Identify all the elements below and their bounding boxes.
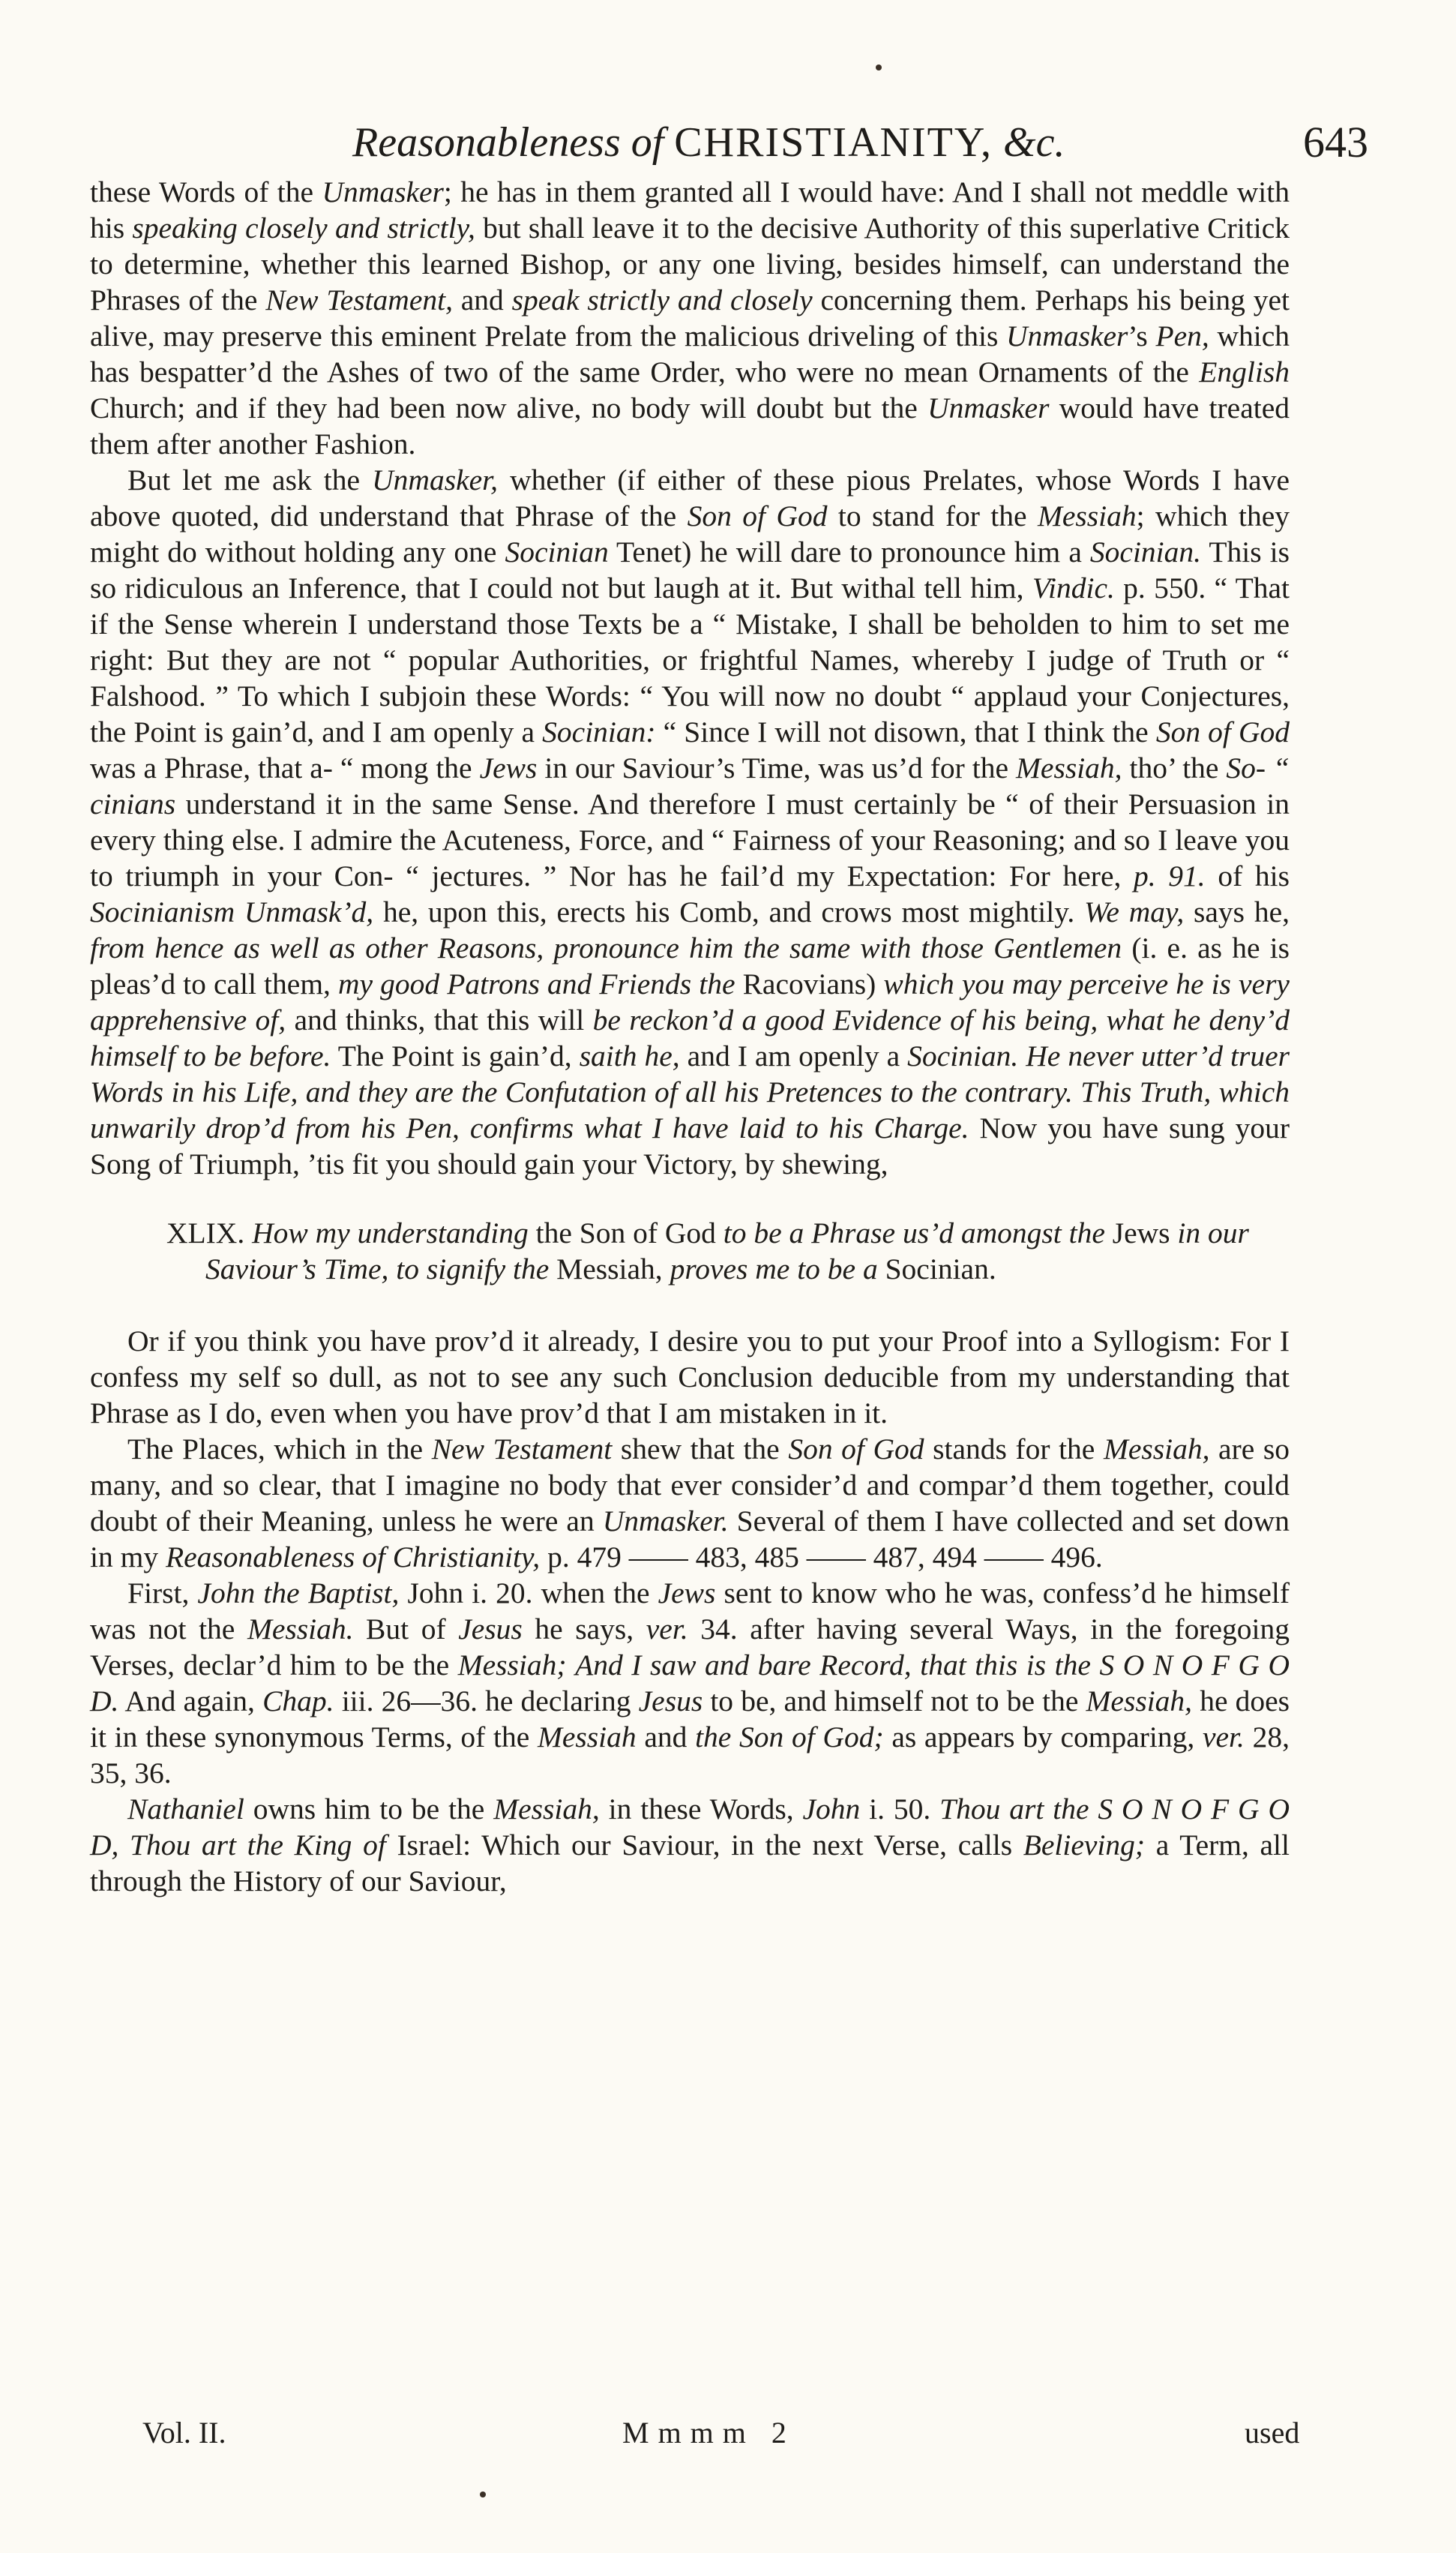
text-run: Racovians) bbox=[735, 968, 884, 1000]
italic-text: John the Baptist, bbox=[197, 1576, 400, 1610]
italic-text: Messiah bbox=[537, 1720, 637, 1754]
text-run: Now you have sung your Song of Triumph, ’tis fit you should gain your Victory, by shewing, bbox=[90, 1112, 1290, 1180]
text-run: would have treated them after another Fashion. bbox=[90, 392, 1290, 460]
italic-text: Socinianism Unmask’d, bbox=[90, 896, 374, 928]
italic-text: Messiah, bbox=[1103, 1432, 1210, 1466]
paragraph bbox=[90, 1791, 1290, 1899]
italic-text: Unmasker. bbox=[602, 1504, 729, 1538]
text-run: he, upon this, erects his Comb, and crows most mightily. bbox=[373, 896, 1085, 928]
italic-text: Chap. bbox=[262, 1684, 334, 1718]
italic-text: Jews bbox=[658, 1576, 716, 1610]
text-run: are so many, and so clear, that I imagine no body that ever consider’d and compar’d them together, could doubt of their Meaning, unless he were an bbox=[90, 1432, 1290, 1538]
italic-text: proves me to be a bbox=[670, 1252, 878, 1286]
text-run: Tenet) he will dare to pronounce him a bbox=[608, 536, 1090, 568]
text-run: was a Phrase, that a- “ mong the bbox=[90, 752, 480, 784]
paragraph bbox=[90, 174, 1290, 462]
text-run: and I am openly a bbox=[679, 1040, 908, 1072]
text-run: and thinks, that this will bbox=[286, 1004, 593, 1036]
italic-text: Son of God bbox=[687, 500, 828, 532]
italic-text: Socinian: bbox=[542, 716, 656, 748]
text-run bbox=[567, 1648, 576, 1682]
italic-text: Jesus bbox=[458, 1612, 523, 1646]
text-run: ; which they might do without holding any one bbox=[90, 500, 1290, 568]
text-run: 28, 35, 36. bbox=[90, 1720, 1290, 1790]
italic-text: which you may perceive he is very apprehensive of, bbox=[90, 968, 1290, 1036]
text-run: owns him to be the bbox=[244, 1792, 494, 1826]
text-run: and bbox=[452, 284, 512, 316]
text-run: tho’ the bbox=[1122, 752, 1227, 784]
text-run: And again, bbox=[118, 1684, 263, 1718]
italic-text: Unmasker bbox=[1006, 320, 1128, 352]
text-run: This is so ridiculous an Inference, that I could not but laugh at it. But withal tell him, bbox=[90, 536, 1290, 604]
proposition-paragraph bbox=[166, 1215, 1290, 1287]
italic-text: Thou art the S O N O F G O D, Thou art the King of bbox=[90, 1792, 1290, 1862]
text-run bbox=[1018, 1040, 1026, 1072]
italic-text: Son of God bbox=[1155, 716, 1290, 748]
text-run: he does it in these synonymous Terms, of the bbox=[90, 1684, 1290, 1754]
text-run: which has bespatter’d the Ashes of two of the same Order, who were no mean Ornaments of the bbox=[90, 320, 1290, 388]
text-run: But of bbox=[353, 1612, 459, 1646]
italic-text: ver. bbox=[646, 1612, 688, 1646]
text-run: understand it in the same Sense. And therefore I must certainly be “ of their Persuasion in every thing else. I admire the Acuteness, Force, and “ Fairness of your Reasoning; and so I leave you to triumph in your Con- “ jectures. ” Nor has he fail’d my Expectation: For here, bbox=[90, 788, 1290, 892]
text-run: concerning them. Perhaps his being yet alive, may preserve this eminent Prelate from the malicious driveling of this bbox=[90, 284, 1290, 352]
italic-text: Jesus bbox=[638, 1684, 703, 1718]
italic-text: the Son of God; bbox=[695, 1720, 884, 1754]
italic-text: Messiah; bbox=[457, 1648, 567, 1682]
text-run: the Son of God bbox=[528, 1216, 724, 1250]
italic-text: saith he, bbox=[579, 1040, 680, 1072]
text-run: and bbox=[636, 1720, 696, 1754]
italic-text: Messiah. bbox=[247, 1612, 354, 1646]
italic-text: Son of God bbox=[788, 1432, 924, 1466]
text-run: The Places, which in the bbox=[127, 1432, 432, 1466]
text-run: Messiah, bbox=[549, 1252, 670, 1286]
italic-text: He never utter’d truer Words in his Life, and they are the Confutation of all his Pretences to the contrary. This Truth, which unwarily drop’d from his Pen, confirms what I have laid to his Charge. bbox=[90, 1040, 1290, 1144]
text-run: ; he has in them granted all I would have: And I shall not meddle with his bbox=[90, 176, 1290, 244]
paper-speck bbox=[480, 2492, 486, 2498]
italic-text: Messiah bbox=[1038, 500, 1137, 532]
text-run: says he, bbox=[1184, 896, 1290, 928]
italic-text: Vindic. bbox=[1032, 572, 1115, 604]
text-run: a Term, all through the History of our Saviour, bbox=[90, 1828, 1290, 1898]
italic-text: Believing; bbox=[1023, 1828, 1146, 1862]
text-run: p. 479 —— 483, 485 —— 487, 494 —— 496. bbox=[540, 1540, 1103, 1574]
catchword: used bbox=[1245, 2416, 1300, 2450]
page-number: 643 bbox=[1303, 118, 1368, 166]
italic-text: Messiah, bbox=[1086, 1684, 1193, 1718]
text-run: to be, and himself not to be the bbox=[703, 1684, 1086, 1718]
italic-text: John bbox=[802, 1792, 861, 1826]
italic-text: speak strictly and closely bbox=[511, 284, 813, 316]
text-run: sent to know who he was, confess’d he himself was not the bbox=[90, 1576, 1290, 1646]
text-run: Jews bbox=[1104, 1216, 1178, 1250]
text-run: Socinian. bbox=[877, 1252, 996, 1286]
text-run: shew that the bbox=[612, 1432, 789, 1466]
running-head bbox=[352, 112, 1357, 172]
italic-text: We may, bbox=[1084, 896, 1185, 928]
italic-text: So- “ cinians bbox=[90, 752, 1290, 820]
italic-text: Socinian. bbox=[907, 1040, 1019, 1072]
italic-text: from hence as well as other Reasons, pronounce him the same with those Gentlemen bbox=[90, 932, 1122, 964]
italic-text: Socinian. bbox=[1089, 536, 1202, 568]
page-footer bbox=[0, 2415, 1456, 2460]
italic-text: Messiah, bbox=[1016, 752, 1122, 784]
italic-text: my good Patrons and Friends the bbox=[338, 968, 735, 1000]
text-run: but shall leave it to the decisive Authority of this superlative Critick to determine, whether this learned Bishop, or any one living, besides himself, can understand the Phrases of the bbox=[90, 212, 1290, 316]
text-run: these Words of the bbox=[90, 176, 322, 208]
text-run: Church; and if they had been now alive, no body will doubt but the bbox=[90, 392, 928, 424]
text-run: 34. after having several Ways, in the foregoing Verses, declar’d him to be the bbox=[90, 1612, 1290, 1682]
paragraph bbox=[90, 1323, 1290, 1431]
italic-text: Unmasker bbox=[322, 176, 444, 208]
text-run: First, bbox=[127, 1576, 198, 1610]
running-title-caps: CHRISTIANITY, bbox=[674, 119, 993, 166]
italic-text: Pen, bbox=[1155, 320, 1209, 352]
running-title-italic: Reasonableness of bbox=[352, 119, 664, 166]
italic-text: Messiah, bbox=[493, 1792, 600, 1826]
running-title bbox=[352, 119, 1065, 166]
italic-text: speaking closely and strictly, bbox=[132, 212, 475, 244]
paragraph bbox=[90, 462, 1290, 1182]
running-title-etc: &c. bbox=[1003, 119, 1065, 166]
italic-text: in our Saviour’s Time, to signify the bbox=[205, 1216, 1249, 1286]
italic-text: Socinian bbox=[505, 536, 609, 568]
italic-text: Reasonableness of Christianity, bbox=[165, 1540, 541, 1574]
text-run: to stand for the bbox=[827, 500, 1038, 532]
italic-text: to be a Phrase us’d amongst the bbox=[723, 1216, 1105, 1250]
italic-text: And I saw and bare Record, that this is the S O N O F G O D. bbox=[90, 1648, 1290, 1718]
body-text bbox=[90, 174, 1290, 1899]
text-run: whether (if either of these pious Prelates, whose Words I have above quoted, did understand that Phrase of the bbox=[90, 464, 1290, 532]
text-run: as appears by comparing, bbox=[883, 1720, 1203, 1754]
text-run: in our Saviour’s Time, was us’d for the bbox=[537, 752, 1017, 784]
volume-label: Vol. II. bbox=[142, 2416, 226, 2450]
paragraph bbox=[90, 1575, 1290, 1791]
italic-text: Nathaniel bbox=[127, 1792, 244, 1826]
text-run: But let me ask the bbox=[127, 464, 373, 496]
text-run: Or if you think you have prov’d it already, I desire you to put your Proof into a Syllogism: For I confess my self so dull, as not to see any such Conclusion deducible from my understanding that Phrase as I do, even when you have prov’d that I am mistaken in it. bbox=[90, 1324, 1290, 1430]
text-run: Israel: Which our Saviour, in the next Verse, calls bbox=[385, 1828, 1023, 1862]
text-run: i. 50. bbox=[860, 1792, 940, 1826]
paper-speck bbox=[876, 64, 882, 70]
text-run: John i. 20. when the bbox=[399, 1576, 658, 1610]
italic-text: Unmasker, bbox=[372, 464, 498, 496]
italic-text: English bbox=[1199, 356, 1290, 388]
paragraph bbox=[90, 1431, 1290, 1575]
signature-mark: Mmmm 2 bbox=[622, 2416, 795, 2450]
text-run: of his bbox=[1205, 860, 1290, 892]
text-run: iii. 26—36. he declaring bbox=[334, 1684, 639, 1718]
text-run: p. 550. “ That if the Sense wherein I understand those Texts be a “ Mistake, I shall be beholden to him to set me right: But they are not “ popular Authorities, or frightful Names, whereby I judge of Truth or “ Falshood. ” To which I subjoin these Words: “ You will now no doubt “ applaud your Conjectures, the Point is gain’d, and I am openly a bbox=[90, 572, 1290, 748]
italic-text: Unmasker bbox=[927, 392, 1050, 424]
italic-text: How my understanding bbox=[252, 1216, 529, 1250]
italic-text: New Testament bbox=[431, 1432, 613, 1466]
text-run: in these Words, bbox=[599, 1792, 803, 1826]
italic-text: ver. bbox=[1202, 1720, 1245, 1754]
italic-text: Jews bbox=[479, 752, 538, 784]
text-run: (i. e. as he is pleas’d to call them, bbox=[90, 932, 1290, 1000]
text-run: The Point is gain’d, bbox=[331, 1040, 580, 1072]
italic-text: New Testament, bbox=[265, 284, 453, 316]
text-run: stands for the bbox=[924, 1432, 1104, 1466]
italic-text: be reckon’d a good Evidence of his being, what he deny’d himself to be before. bbox=[90, 1004, 1290, 1072]
text-run: “ Since I will not disown, that I think the bbox=[655, 716, 1156, 748]
text-run: XLIX. bbox=[166, 1216, 253, 1250]
italic-text: p. 91. bbox=[1134, 860, 1206, 892]
text-run: he says, bbox=[522, 1612, 646, 1646]
text-run: Several of them I have collected and set down in my bbox=[90, 1504, 1290, 1574]
text-run: ’s bbox=[1128, 320, 1156, 352]
